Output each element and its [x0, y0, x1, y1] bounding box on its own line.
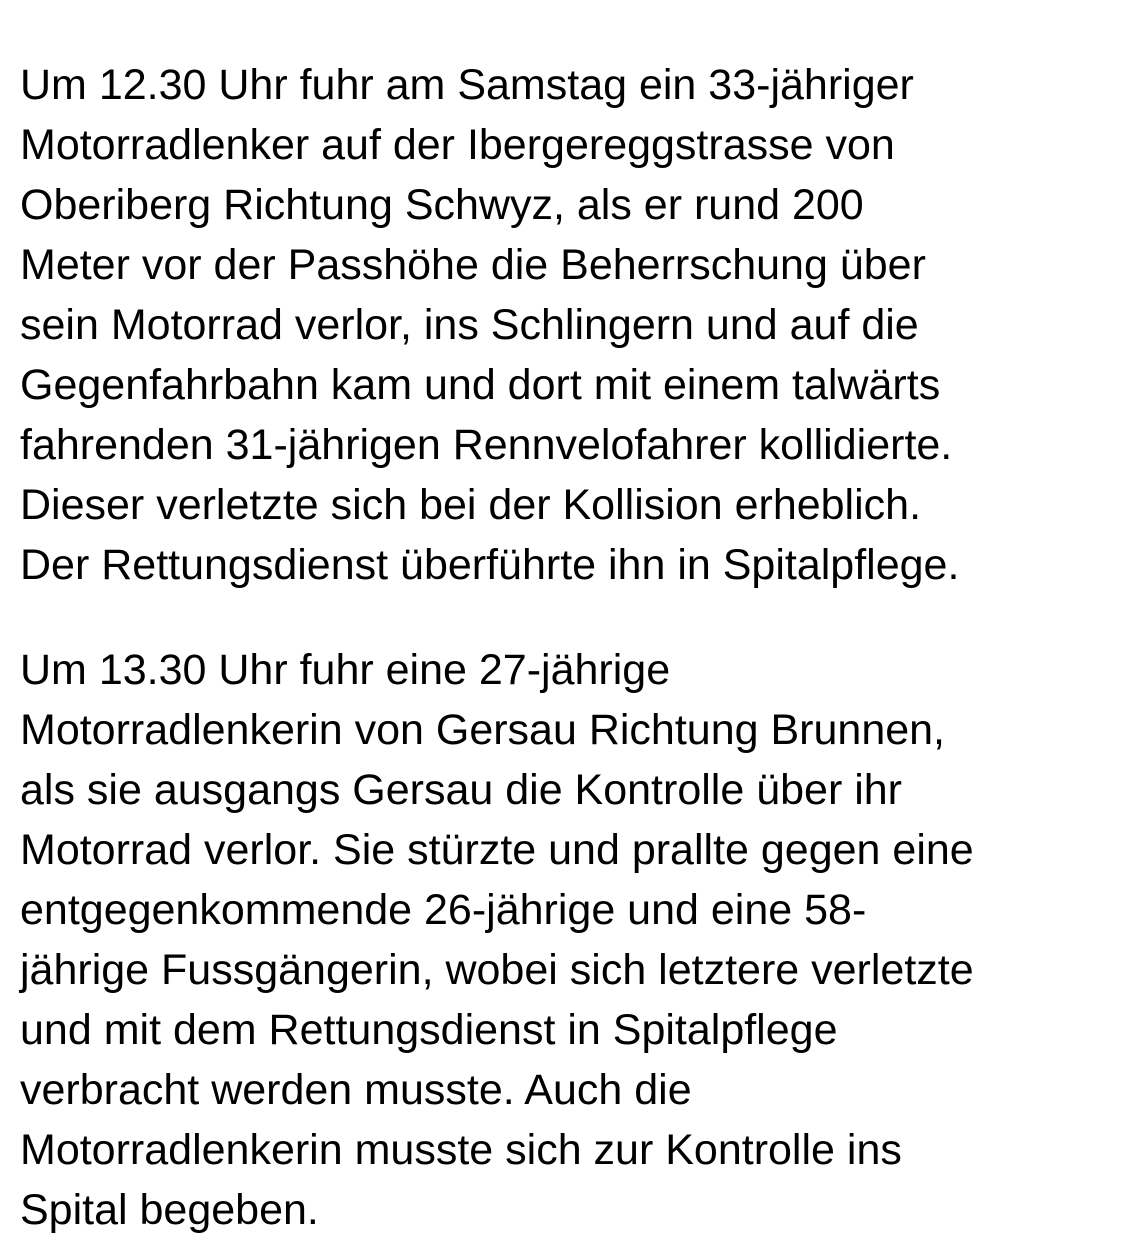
- text-line: fahrenden 31-jährigen Rennvelofahrer kollidierte.: [20, 421, 953, 469]
- text-line: Spital begeben.: [20, 1186, 319, 1234]
- text-line: entgegenkommende 26-jährige und eine 58-: [20, 886, 867, 934]
- paragraph-1: [20, 55, 1115, 595]
- text-line: Motorrad verlor. Sie stürzte und prallte gegen eine: [20, 826, 974, 874]
- text-line: Dieser verletzte sich bei der Kollision erheblich.: [20, 481, 922, 529]
- text-line: sein Motorrad verlor, ins Schlingern und auf die: [20, 301, 919, 349]
- text-line: Motorradlenkerin musste sich zur Kontrolle ins: [20, 1126, 902, 1174]
- paragraph-2: [20, 640, 1115, 1240]
- text-line: Motorradlenker auf der Ibergereggstrasse von: [20, 121, 895, 169]
- text-line: Oberiberg Richtung Schwyz, als er rund 200: [20, 181, 864, 229]
- text-line: als sie ausgangs Gersau die Kontrolle über ihr: [20, 766, 903, 814]
- text-line: Der Rettungsdienst überführte ihn in Spitalpflege.: [20, 541, 960, 589]
- text-line: Gegenfahrbahn kam und dort mit einem talwärts: [20, 361, 941, 409]
- text-line: jährige Fussgängerin, wobei sich letztere verletzte: [20, 946, 974, 994]
- text-line: Motorradlenkerin von Gersau Richtung Brunnen,: [20, 706, 946, 754]
- text-line: Um 13.30 Uhr fuhr eine 27-jährige: [20, 646, 671, 694]
- text-line: verbracht werden musste. Auch die: [20, 1066, 692, 1114]
- text-line: und mit dem Rettungsdienst in Spitalpflege: [20, 1006, 838, 1054]
- text-line: Meter vor der Passhöhe die Beherrschung über: [20, 241, 926, 289]
- article-text: [20, 55, 1115, 1240]
- text-line: Um 12.30 Uhr fuhr am Samstag ein 33-jähriger: [20, 61, 914, 109]
